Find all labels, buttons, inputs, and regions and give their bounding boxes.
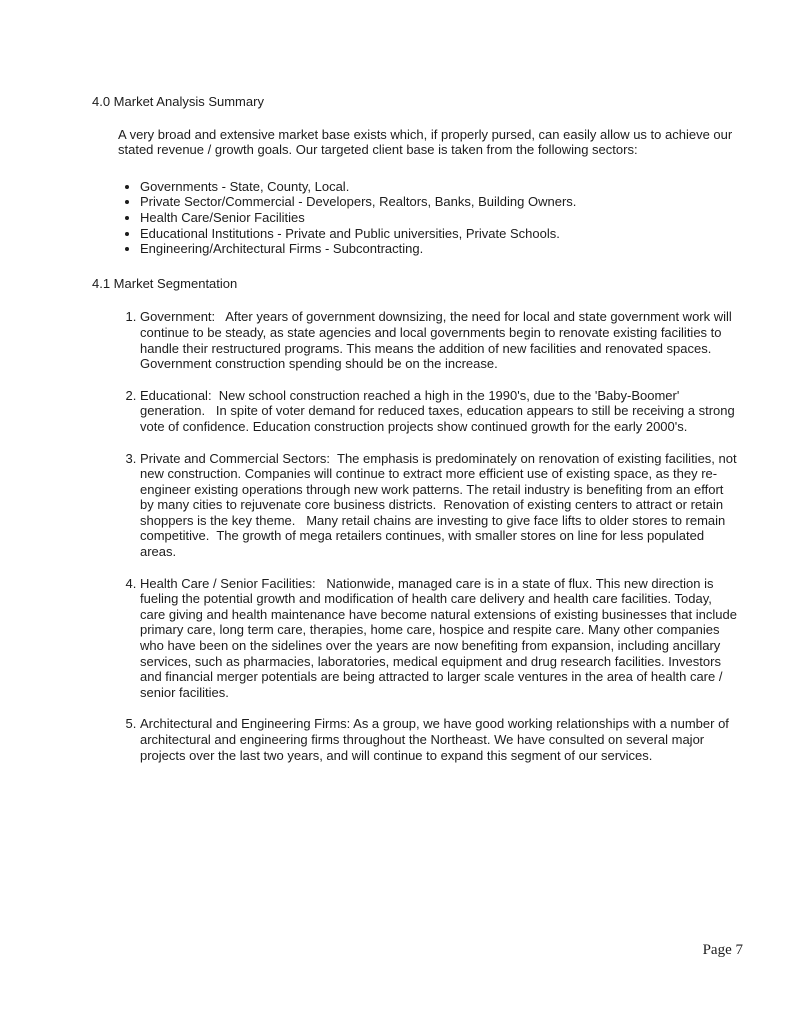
segment-list-item-architectural-engineering: 5. Architectural and Engineering Firms: As a group, we have good working relationships with a number of architectural and engineering firms throughout the Northeast. We have consulted on several major projects over the last two years, and will continue to expand this segment of our services. (140, 716, 740, 763)
target-sectors-list (92, 179, 740, 257)
sector-list-item: • Governments - State, County, Local. (140, 179, 740, 195)
segment-list-item-private-commercial: 3. Private and Commercial Sectors: The emphasis is predominately on renovation of existing facilities, not new construction. Companies will continue to extract more efficient use of existing space, as they re-engineer existing operations through new work patterns. The retail industry is benefiting from an effort by many cities to rejuvenate core business districts. Renovation of existing centers to attract or retain shoppers is the key theme. Many retail chains are investing to give face lifts to older stores to remain competitive. The growth of mega retailers continues, with smaller stores on line for less populated areas. (140, 451, 740, 560)
sector-list-item: • Health Care/Senior Facilities (140, 210, 740, 226)
segment-list-item-educational: 2. Educational: New school construction reached a high in the 1990's, due to the 'Baby-Boomer' generation. In spite of voter demand for reduced taxes, education appears to still be receiving a strong vote of confidence. Education construction projects show continued growth for the early 2000's. (140, 388, 740, 435)
page-number: Page 7 (702, 942, 743, 958)
sector-list-item: • Private Sector/Commercial - Developers, Realtors, Banks, Building Owners. (140, 194, 740, 210)
segment-list-item-government: 1. Government: After years of government downsizing, the need for local and state government work will continue to be steady, as state agencies and local governments begin to renovate existing facilities to handle their restructured programs. This means the addition of new facilities and renovated spaces. Government construction spending should be on the increase. (140, 309, 740, 371)
segment-list-item-health-care: 4. Health Care / Senior Facilities: Nationwide, managed care is in a state of flux. This new direction is fueling the potential growth and modification of health care delivery and health care facilities. Today, care giving and health maintenance have become natural extensions of existing businesses that include primary care, long term care, therapies, home care, hospice and respite care. Many other companies who have been on the sidelines over the years are now benefiting from expansion, including ancillary services, such as pharmacies, laboratories, medical equipment and drug research facilities. Investors and financial merger potentials are being attracted to larger scale ventures in the area of health care / senior facilities. (140, 576, 740, 701)
section-heading-market-analysis: 4.0 Market Analysis Summary (92, 94, 264, 109)
market-segments-list (92, 309, 740, 763)
sector-list-item: • Engineering/Architectural Firms - Subcontracting. (140, 241, 740, 257)
section-heading-market-segmentation: 4.1 Market Segmentation (92, 275, 238, 291)
sector-list-item: • Educational Institutions - Private and Public universities, Private Schools. (140, 226, 740, 242)
document-content (92, 94, 740, 763)
market-analysis-intro-paragraph: A very broad and extensive market base exists which, if properly pursed, can easily allow us to achieve our stated revenue / growth goals. Our targeted client base is taken from the following sectors: (118, 126, 736, 158)
